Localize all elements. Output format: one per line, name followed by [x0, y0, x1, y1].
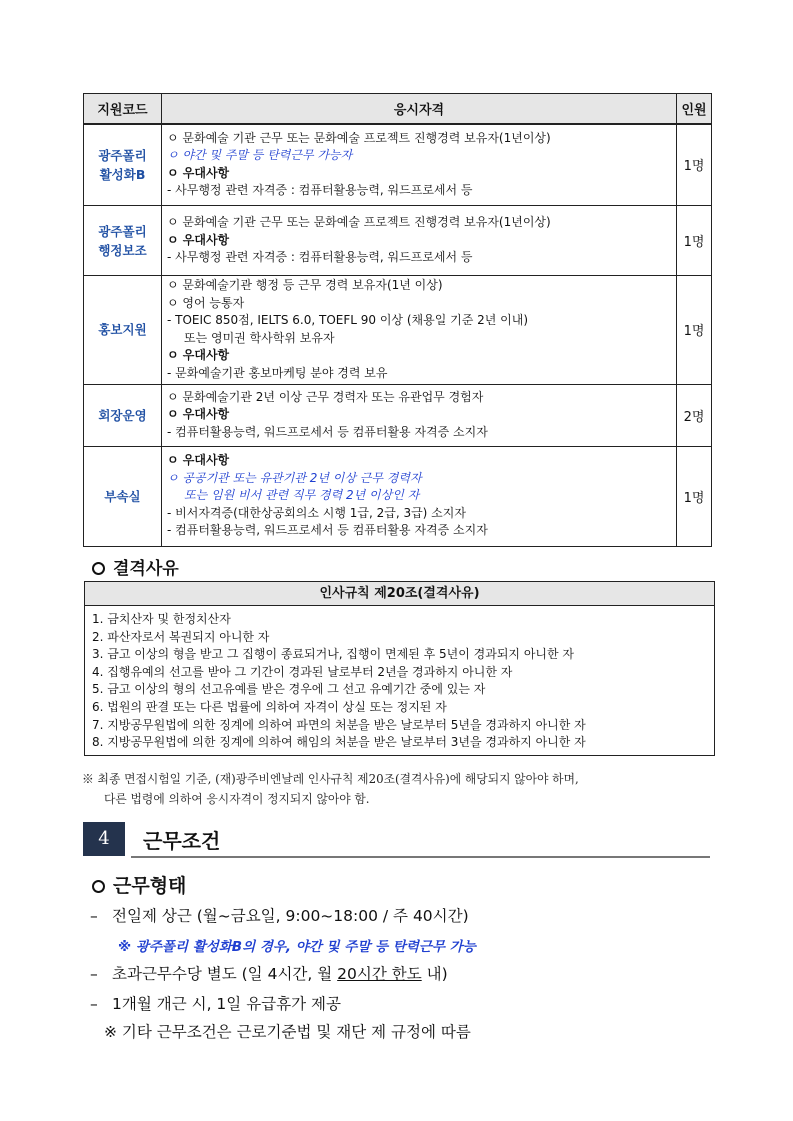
section-4-header [83, 822, 710, 858]
circle-bullet-icon [92, 562, 105, 575]
section-number-badge: 4 [83, 822, 125, 856]
headcount-cell: 1명 [677, 124, 712, 206]
dash-bullet: – [90, 995, 98, 1013]
qualification-line: ㅇ 우대사항 [167, 407, 230, 422]
qualification-line: - 컴퓨터활용능력, 워드프로세서 등 컴퓨터활용 자격증 소지자 [167, 424, 488, 439]
table-row [84, 446, 712, 546]
qualification-cell [162, 206, 677, 276]
work-item-leave: – 1개월 개근 시, 1일 유급휴가 제공 [90, 995, 341, 1013]
rule-list-item: 1. 금치산자 및 한정치산자 [92, 612, 231, 626]
table-row [84, 206, 712, 276]
qualification-line: - 문화예술기관 홍보마케팅 분야 경력 보유 [167, 365, 388, 380]
circle-bullet-icon [92, 880, 105, 893]
table-header-row [84, 94, 712, 124]
qualification-line: ㅇ 문화예술 기관 근무 또는 문화예술 프로젝트 진행경력 보유자(1년이상) [167, 215, 551, 230]
qualification-cell [162, 124, 677, 206]
qualification-line: - 사무행정 관련 자격증 : 컴퓨터활용능력, 워드프로세서 등 [167, 250, 473, 265]
qualification-line: ㅇ 우대사항 [167, 348, 230, 363]
work-note-polly: ※ 광주폴리 활성화B의 경우, 야간 및 주말 등 탄력근무 가능 [118, 939, 476, 955]
rule-list-item: 6. 법원의 판결 또는 다른 법률에 의하여 자격이 상실 또는 정지된 자 [92, 699, 447, 714]
qualification-cell [162, 276, 677, 385]
dash-bullet: – [90, 965, 98, 983]
table-row [84, 124, 712, 206]
table-row [84, 384, 712, 446]
qualification-line: ㅇ 문화예술 기관 근무 또는 문화예술 프로젝트 진행경력 보유자(1년이상) [167, 130, 551, 145]
work-note-etc: ※ 기타 근무조건은 근로기준법 및 재단 제 규정에 따름 [104, 1023, 471, 1041]
qualification-line: - 컴퓨터활용능력, 워드프로세서 등 컴퓨터활용 자격증 소지자 [167, 523, 488, 538]
section-title: 근무조건 [143, 829, 221, 853]
disqual-heading: 결격사유 [92, 554, 179, 579]
support-code-line: 홍보지원 [98, 322, 147, 338]
headcount-cell: 2명 [677, 384, 712, 446]
disqual-note [82, 769, 714, 809]
rule-list-item: 5. 금고 이상의 형의 선고유예를 받은 경우에 그 선고 유예기간 중에 있는 자 [92, 682, 486, 697]
work-item-fulltime: – 전일제 상근 (월~금요일, 9:00~18:00 / 주 40시간) [90, 907, 469, 925]
qualification-line: ㅇ 영어 능통자 [167, 295, 245, 310]
work-type-heading: 근무형태 [92, 871, 186, 898]
support-code-line: 광주폴리 [98, 147, 147, 163]
rule-list-item: 4. 집행유예의 선고를 받아 그 기간이 경과된 날로부터 2년을 경과하지 아니한 자 [92, 664, 513, 679]
rule-list [85, 606, 714, 755]
header-qualification: 응시자격 [162, 94, 677, 124]
headcount-cell: 1명 [677, 276, 712, 385]
qualification-line: - 비서자격증(대한상공회의소 시행 1급, 2급, 3급) 소지자 [167, 505, 466, 520]
rule-box-title: 인사규칙 제20조(결격사유) [85, 582, 714, 606]
headcount-cell: 1명 [677, 206, 712, 276]
qualification-cell [162, 446, 677, 546]
qualification-line: ㅇ 우대사항 [167, 453, 230, 468]
qualification-line: - TOEIC 850점, IELTS 6.0, TOEFL 90 이상 (채용일 기준 2년 이내) [167, 313, 529, 328]
qualification-line: 또는 영미권 학사학위 보유자 [184, 330, 335, 345]
qualification-line: ㅇ 문화예술기관 행정 등 근무 경력 보유자(1년 이상) [167, 278, 443, 292]
qualification-line: - 사무행정 관련 자격증 : 컴퓨터활용능력, 워드프로세서 등 [167, 183, 473, 198]
support-code-line: 광주폴리 [98, 223, 147, 239]
note-line-1: ※ 최종 면접시험일 기준, (재)광주비엔날레 인사규칙 제20조(결격사유)에 해당되지 않아야 하며, [82, 772, 579, 786]
headcount-cell: 1명 [677, 446, 712, 546]
dash-bullet: – [90, 907, 98, 925]
qualification-line: ㅇ 우대사항 [167, 165, 230, 180]
qualification-line: ㅇ 문화예술기관 2년 이상 근무 경력자 또는 유관업무 경험자 [167, 389, 484, 404]
support-code-cell [84, 384, 162, 446]
qualification-line: ㅇ 야간 및 주말 등 탄력근무 가능자 [167, 148, 353, 163]
rule-list-item: 8. 지방공무원법에 의한 징계에 의하여 해임의 처분을 받은 날로부터 3년을 경과하지 아니한 자 [92, 735, 586, 750]
support-code-cell [84, 206, 162, 276]
header-count: 인원 [677, 94, 712, 124]
support-code-line: 회장운영 [98, 407, 147, 423]
qualification-line: ㅇ 공공기관 또는 유관기관 2년 이상 근무 경력자 [167, 470, 422, 485]
qualification-table [83, 93, 712, 547]
support-code-cell [84, 124, 162, 206]
work-item-overtime: – 초과근무수당 별도 (일 4시간, 월 20시간 한도 내) [90, 965, 448, 983]
disqual-rule-box [84, 581, 715, 756]
qualification-line: 또는 임원 비서 관련 직무 경력 2년 이상인 자 [184, 488, 420, 503]
note-line-2: 다른 법령에 의하여 응시자격이 정지되지 않아야 함. [104, 792, 370, 806]
table-row [84, 276, 712, 385]
qualification-line: ㅇ 우대사항 [167, 232, 230, 247]
support-code-cell [84, 276, 162, 385]
header-code: 지원코드 [84, 94, 162, 124]
qualification-cell [162, 384, 677, 446]
support-code-line: 행정보조 [98, 242, 147, 258]
support-code-line: 활성화B [99, 166, 146, 182]
rule-list-item: 7. 지방공무원법에 의한 징계에 의하여 파면의 처분을 받은 날로부터 5년을 경과하지 아니한 자 [92, 717, 586, 732]
section-underline [131, 856, 710, 858]
rule-list-item: 2. 파산자로서 복권되지 아니한 자 [92, 629, 270, 644]
support-code-cell [84, 446, 162, 546]
rule-list-item: 3. 금고 이상의 형을 받고 그 집행이 종료되거나, 집행이 면제된 후 5년이 경과되지 아니한 자 [92, 647, 575, 662]
support-code-line: 부속실 [104, 488, 141, 504]
